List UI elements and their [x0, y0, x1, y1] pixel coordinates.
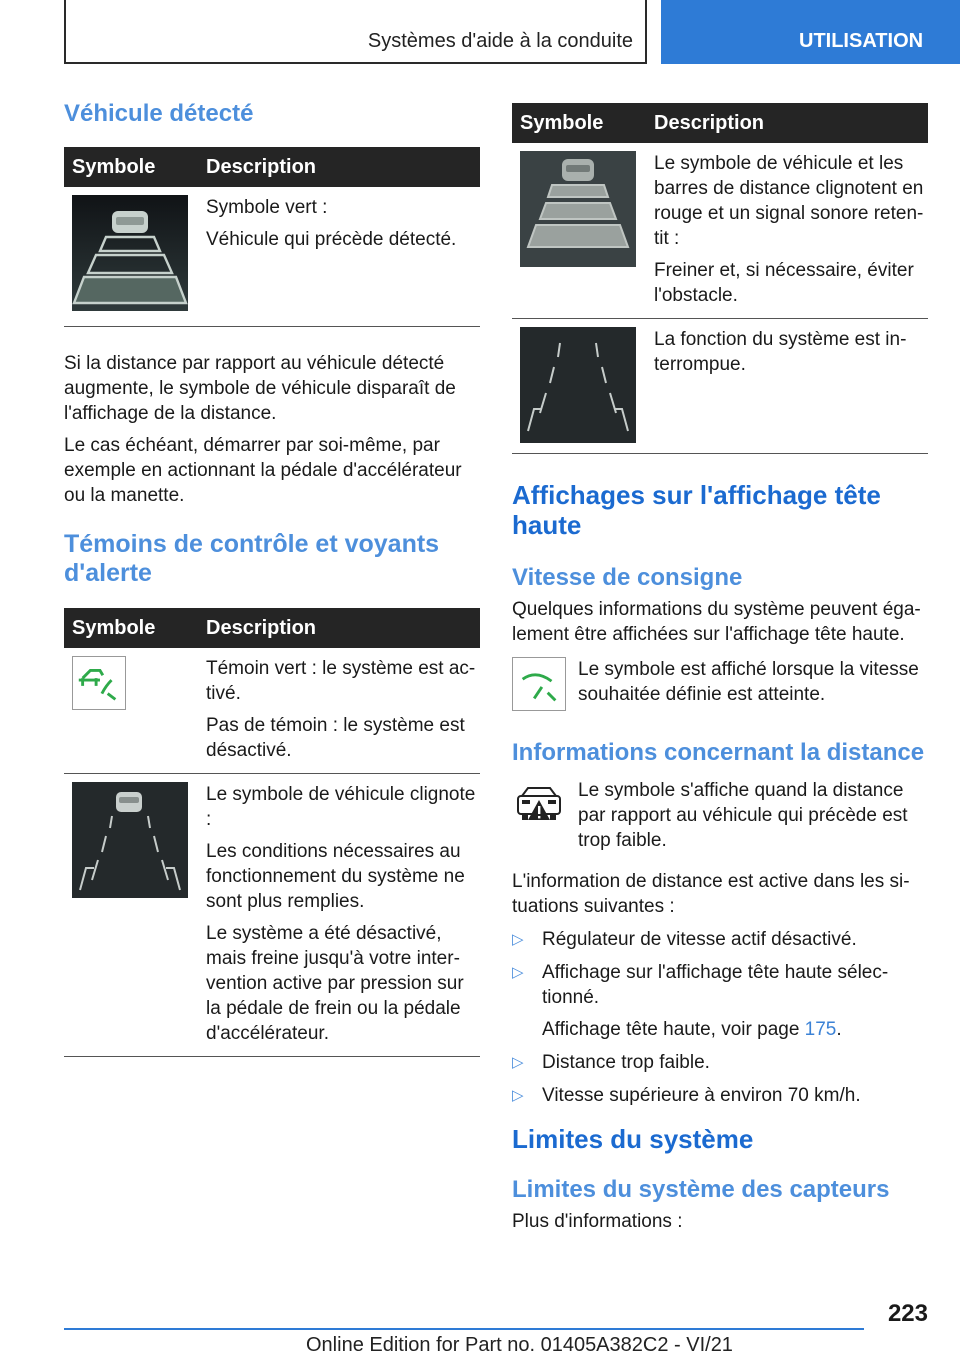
page-link[interactable]: 175	[804, 1019, 837, 1040]
green-vehicle-distance-icon	[72, 195, 188, 311]
green-assist-indicator-icon	[72, 656, 126, 710]
table-row	[64, 187, 480, 327]
desc-line: Le symbole de véhicule et les barres de distance clignotent en rouge et un signal sonore retentit :	[654, 153, 924, 249]
distance-warning-icon	[512, 778, 566, 832]
symbols-table	[512, 103, 928, 454]
heading-hud: Affichages sur l'affichage tête haute	[512, 480, 881, 540]
desc-line: Symbole vert :	[206, 197, 328, 218]
heading-system-limits: Limites du système	[512, 1124, 754, 1154]
section-title: Systèmes d'aide à la conduite	[367, 30, 633, 52]
table-row	[64, 774, 480, 1057]
edition-info: Online Edition for Part no. 01405A382C2 - VI/21	[306, 1334, 733, 1356]
col-header-symbol: Symbole	[512, 103, 644, 143]
heading-setpoint-speed: Vitesse de consigne	[512, 564, 743, 591]
list-item: ▷ Régulateur de vitesse actif désactivé.	[512, 929, 857, 950]
flashing-vehicle-icon	[72, 782, 188, 898]
list-item: ▷ Vitesse supérieure à environ 70 km/h.	[512, 1085, 861, 1106]
triangle-bullet-icon: ▷	[512, 964, 524, 981]
list-item: ▷ Affichage sur l'affichage tête haute sélectionné. Affichage tête haute, voir page 175.	[512, 960, 928, 1042]
page-number: 223	[887, 1300, 928, 1327]
col-header-symbol: Symbole	[64, 608, 196, 648]
desc-line: Le symbole de véhicule clignote :	[206, 784, 476, 830]
heading-sensor-limits: Limites du système des capteurs	[512, 1176, 890, 1203]
desc-line: Véhicule qui précède détecté.	[206, 229, 457, 250]
desc-line: Le système a été désactivé, mais freine jusqu'à votre intervention active par pression sur la pédale de frein ou la pédale d'accélérateur.	[206, 923, 464, 1044]
distance-icon-row	[512, 778, 928, 853]
triangle-bullet-icon: ▷	[512, 1054, 524, 1071]
paragraph: Si la distance par rapport au véhicule détecté augmente, le symbole de véhicule disparaît de l'affichage de la distance.	[64, 353, 456, 424]
warning-lights-table	[64, 608, 480, 1057]
heading-distance-info: Informations concernant la distance	[512, 739, 925, 766]
paragraph: Plus d'informations :	[512, 1211, 683, 1232]
speed-reached-icon	[512, 657, 566, 711]
chapter-tab: UTILISATION	[661, 0, 960, 64]
triangle-bullet-icon: ▷	[512, 1087, 524, 1104]
table-row	[64, 648, 480, 774]
desc-line: Freiner et, si nécessaire, éviter l'obstacle.	[654, 260, 914, 306]
desc-line: La fonction du système est interrompue.	[654, 329, 907, 375]
list-item: ▷ Distance trop faible.	[512, 1052, 710, 1073]
table-row	[512, 143, 928, 319]
triangle-bullet-icon: ▷	[512, 931, 524, 948]
paragraph: Le cas échéant, démarrer par soi-même, par exemple en actionnant la pédale d'accélérateur ou la manette.	[64, 435, 462, 506]
red-distance-bars-icon	[520, 151, 636, 267]
desc-line: Témoin vert : le système est activé.	[206, 658, 476, 704]
col-header-description: Description	[196, 608, 480, 648]
col-header-symbol: Symbole	[64, 147, 196, 187]
system-interrupted-icon	[520, 327, 636, 443]
distance-conditions-list	[512, 927, 928, 1108]
desc-line: Les conditions nécessaires au fonctionnement du système ne sont plus remplies.	[206, 841, 465, 912]
icon-description: Le symbole s'affiche quand la distance par rapport au véhicule qui précède est trop faible.	[578, 780, 908, 851]
paragraph: L'information de distance est active dans les situations suivantes :	[512, 871, 910, 917]
setpoint-icon-row	[512, 657, 928, 711]
heading-warning-lights: Témoins de contrôle et voyants d'alerte	[64, 530, 440, 587]
table-row	[512, 319, 928, 454]
col-header-description: Description	[196, 147, 480, 187]
paragraph: Quelques informations du système peuvent également être affichées sur l'affichage tête haute.	[512, 599, 921, 645]
left-column	[64, 100, 480, 1057]
header-box	[64, 0, 647, 64]
vehicle-detected-table	[64, 147, 480, 327]
footer-divider	[64, 1328, 864, 1330]
list-subtext: Affichage tête haute, voir page 175.	[542, 1019, 842, 1040]
desc-line: Pas de témoin : le système est désactivé.	[206, 715, 465, 761]
icon-description: Le symbole est affiché lorsque la vitesse souhaitée définie est atteinte.	[578, 659, 919, 705]
heading-vehicle-detected: Véhicule détecté	[64, 100, 254, 127]
right-column	[512, 103, 928, 1234]
col-header-description: Description	[644, 103, 928, 143]
